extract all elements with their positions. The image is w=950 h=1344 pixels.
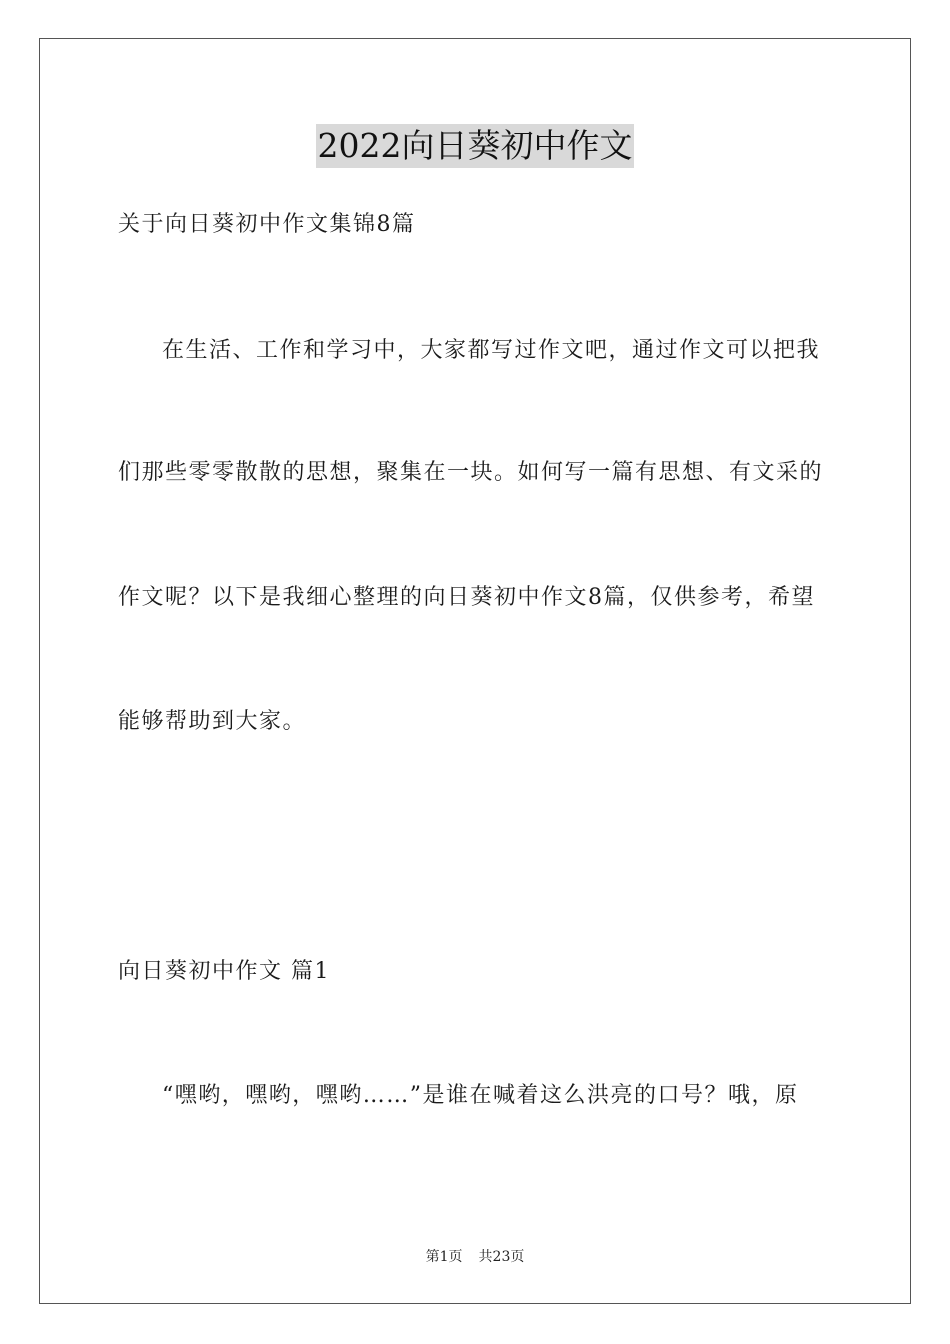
intro-paragraph-line: 作文呢？以下是我细心整理的向日葵初中作文8篇，仅供参考，希望 bbox=[118, 585, 815, 610]
intro-paragraph-line: 们那些零零散散的思想，聚集在一块。如何写一篇有思想、有文采的 bbox=[118, 460, 824, 485]
intro-paragraph-line: 在生活、工作和学习中，大家都写过作文吧，通过作文可以把我 bbox=[162, 338, 821, 363]
section-paragraph-line: “嘿哟，嘿哟，嘿哟……”是谁在喊着这么洪亮的口号？哦，原 bbox=[162, 1083, 799, 1108]
section-heading: 向日葵初中作文 篇1 bbox=[118, 959, 330, 984]
page-total: 共23页 bbox=[478, 1249, 525, 1265]
document-subtitle: 关于向日葵初中作文集锦8篇 bbox=[118, 212, 416, 237]
page-number: 第1页 bbox=[425, 1249, 463, 1265]
document-title bbox=[0, 124, 950, 168]
page-footer bbox=[0, 1248, 950, 1266]
document-title-text: 2022向日葵初中作文 bbox=[316, 124, 635, 168]
intro-paragraph-line: 能够帮助到大家。 bbox=[118, 709, 307, 734]
